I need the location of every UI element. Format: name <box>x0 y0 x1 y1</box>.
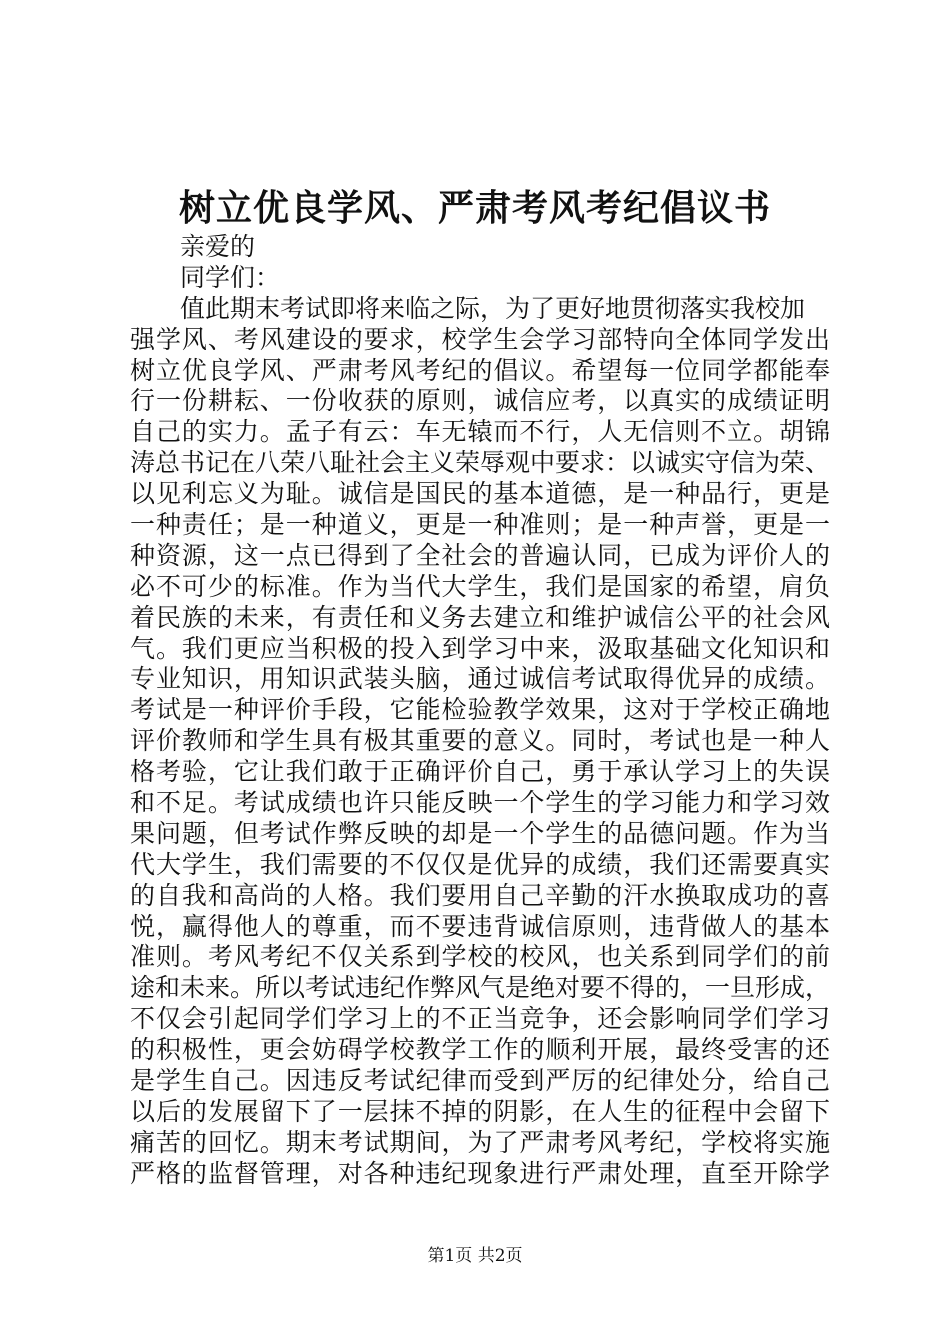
document-title: 树立优良学风、严肃考风考纪倡议书 <box>178 187 771 229</box>
paragraph-line: 悦，赢得他人的尊重，而不要违背诚信原则，违背做人的基本 <box>130 911 830 941</box>
paragraph-line: 和不足。考试成绩也许只能反映一个学生的学习能力和学习效 <box>130 788 830 818</box>
paragraph-line: 着民族的未来，有责任和义务去建立和维护诚信公平的社会风 <box>130 602 830 632</box>
paragraph-line: 评价教师和学生具有极其重要的意义。同时，考试也是一种人 <box>130 726 830 756</box>
paragraph-line: 树立优良学风、严肃考风考纪的倡议。希望每一位同学都能奉 <box>130 355 830 385</box>
paragraph-line: 痛苦的回忆。期末考试期间，为了严肃考风考纪，学校将实施 <box>130 1127 830 1157</box>
page-footer: 第1页 共2页 <box>427 1246 523 1266</box>
paragraph-line: 必不可少的标准。作为当代大学生，我们是国家的希望，肩负 <box>130 571 830 601</box>
paragraph-line: 以见利忘义为耻。诚信是国民的基本道德，是一种品行，更是 <box>130 479 830 509</box>
salutation-line: 同学们： <box>180 262 281 292</box>
document-body <box>130 232 830 1190</box>
paragraph-line: 涛总书记在八荣八耻社会主义荣辱观中要求：以诚实守信为荣、 <box>130 448 831 478</box>
paragraph-line: 以后的发展留下了一层抹不掉的阴影，在人生的征程中会留下 <box>130 1096 830 1126</box>
paragraph-line: 准则。考风考纪不仅关系到学校的校风，也关系到同学们的前 <box>130 942 830 972</box>
paragraph-line: 途和未来。所以考试违纪作弊风气是绝对要不得的，一旦形成， <box>130 973 831 1003</box>
paragraph-line: 自己的实力。孟子有云：车无辕而不行，人无信则不立。胡锦 <box>130 417 830 447</box>
paragraph-line: 值此期末考试即将来临之际，为了更好地贯彻落实我校加 <box>180 293 806 323</box>
paragraph-line: 是学生自己。因违反考试纪律而受到严厉的纪律处分，给自己 <box>130 1066 830 1096</box>
paragraph-line: 考试是一种评价手段，它能检验教学效果，这对于学校正确地 <box>130 695 830 725</box>
paragraph-line: 强学风、考风建设的要求，校学生会学习部特向全体同学发出 <box>130 324 830 354</box>
paragraph-line: 气。我们更应当积极的投入到学习中来，汲取基础文化知识和 <box>130 633 830 663</box>
paragraph-line: 的积极性，更会妨碍学校教学工作的顺利开展，最终受害的还 <box>130 1035 830 1065</box>
paragraph-line: 果问题，但考试作弊反映的却是一个学生的品德问题。作为当 <box>130 818 830 848</box>
paragraph-line: 种资源，这一点已得到了全社会的普遍认同，已成为评价人的 <box>130 540 830 570</box>
paragraph-line: 不仅会引起同学们学习上的不正当竞争，还会影响同学们学习 <box>130 1004 830 1034</box>
paragraph-line: 行一份耕耘、一份收获的原则，诚信应考，以真实的成绩证明 <box>130 386 830 416</box>
paragraph-line: 一种责任；是一种道义，更是一种准则；是一种声誉，更是一 <box>130 510 830 540</box>
paragraph-line: 格考验，它让我们敢于正确评价自己，勇于承认学习上的失误 <box>130 757 830 787</box>
salutation-line: 亲爱的 <box>180 232 256 261</box>
paragraph-line: 代大学生，我们需要的不仅仅是优异的成绩，我们还需要真实 <box>130 849 830 879</box>
paragraph-line: 专业知识，用知识武装头脑，通过诚信考试取得优异的成绩。 <box>130 664 830 694</box>
paragraph-line: 的自我和高尚的人格。我们要用自己辛勤的汗水换取成功的喜 <box>130 880 830 910</box>
paragraph-line: 严格的监督管理，对各种违纪现象进行严肃处理，直至开除学 <box>130 1158 830 1188</box>
